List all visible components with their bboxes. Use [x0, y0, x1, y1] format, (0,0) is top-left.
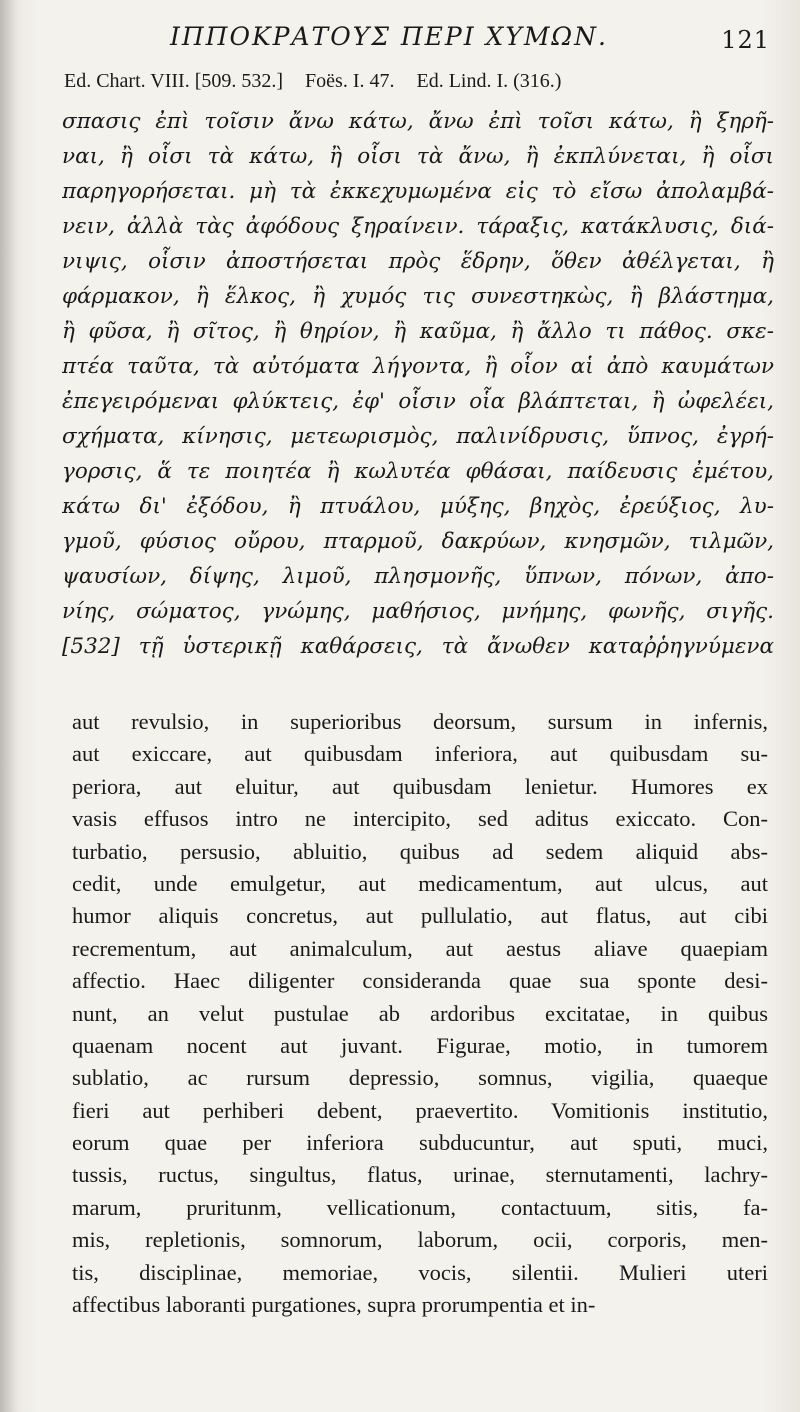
greek-text-line: γμοῦ, φύσιος οὔρου, πταρμοῦ, δακρύων, κνησμῶν, τιλμῶν,	[62, 529, 774, 554]
edition-foes-ref: Foës. I. 47.	[305, 70, 395, 92]
greek-text-line: φάρμακον, ἢ ἕλκος, ἢ χυμός τις συνεστηκὼς, ἢ βλάστημα,	[62, 284, 774, 309]
latin-text-line: mis, repletionis, somnorum, laborum, ocii, corporis, men-	[72, 1227, 768, 1253]
latin-text-line: turbatio, persusio, abluitio, quibus ad sedem aliquid abs-	[72, 838, 768, 864]
greek-text-line: σχήματα, κίνησις, μετεωρισμὸς, παλινίδρυσις, ὕπνος, ἐγρή-	[62, 424, 774, 449]
edition-lind-ref: Ed. Lind. I. (316.)	[416, 70, 562, 92]
greek-text-line: ἐπεγειρόμεναι φλύκτεις, ἐφ' οἷσιν οἷα βλάπτεται, ἢ ὠφελέει,	[62, 389, 774, 414]
latin-text-line: periora, aut eluitur, aut quibusdam lenietur. Humores ex	[72, 773, 768, 799]
greek-text-line: ἢ φῦσα, ἢ σῖτος, ἢ θηρίον, ἢ καῦμα, ἢ ἄλλο τι πάθος. σκε-	[62, 319, 774, 344]
greek-text-line: νίης, σώματος, γνώμης, μαθήσιος, μνήμης, φωνῆς, σιγῆς.	[62, 599, 774, 624]
latin-text-line: aut revulsio, in superioribus deorsum, sursum in infernis,	[72, 709, 768, 734]
latin-text-line: sublatio, ac rursum depressio, somnus, vigilia, quaeque	[72, 1065, 768, 1091]
gutter-shadow	[0, 0, 18, 1412]
greek-text-line: νιψις, οἷσιν ἀποστήσεται πρὸς ἕδρην, ὅθεν ἀθέλγεται, ἢ	[62, 249, 774, 274]
latin-text-line: affectibus laboranti purgationes, supra prorumpentia et in-	[72, 1292, 596, 1318]
latin-text-line: recrementum, aut animalculum, aut aestus aliave quaepiam	[72, 935, 768, 961]
greek-text-line: σπασις ἐπὶ τοῖσιν ἄνω κάτω, ἄνω ἐπὶ τοῖσι κάτω, ἢ ξηρῆ-	[62, 109, 774, 134]
latin-text-line: nunt, an velut pustulae ab ardoribus excitatae, in quibus	[72, 1000, 768, 1026]
greek-text-line: παρηγορήσεται. μὴ τὰ ἐκκεχυμωμένα εἰς τὸ εἴσω ἀπολαμβά-	[62, 179, 774, 204]
running-head	[170, 22, 770, 58]
latin-text-line: eorum quae per inferiora subducuntur, aut sputi, muci,	[72, 1130, 768, 1156]
latin-text-line: quaenam nocent aut juvant. Figurae, motio, in tumorem	[72, 1032, 768, 1058]
edition-references	[64, 70, 764, 93]
greek-text-line: ψαυσίων, δίψης, λιμοῦ, πλησμονῆς, ὕπνων, πόνων, ἀπο-	[62, 564, 774, 589]
latin-translation	[72, 706, 768, 1321]
greek-text	[62, 104, 774, 664]
latin-text-line: tussis, ructus, singultus, flatus, urinae, sternutamenti, lachry-	[72, 1162, 768, 1188]
greek-text-line: [532] τῇ ὑστερικῇ καθάρσεις, τὰ ἄνωθεν καταῤῥηγνύμενα	[62, 634, 774, 659]
latin-text-line: vasis effusos intro ne intercipito, sed aditus exiccato. Con-	[72, 806, 768, 832]
latin-text-line: affectio. Haec diligenter considerandа quae sua sponte desi-	[72, 968, 768, 994]
greek-text-line: πτέα ταῦτα, τὰ αὐτόματα λήγοντα, ἢ οἷον αἱ ἀπὸ καυμάτων	[62, 354, 774, 379]
greek-text-line: κάτω δι' ἐξόδου, ἢ πτυάλου, μύξης, βηχὸς, ἐρεύξιος, λυ-	[62, 494, 774, 519]
greek-text-line: νειν, ἀλλὰ τὰς ἀφόδους ξηραίνειν. τάραξις, κατάκλυσις, διά-	[62, 214, 774, 239]
latin-text-line: fieri aut perhiberi debent, praevertito. Vomitionis institutio,	[72, 1097, 768, 1123]
greek-text-line: ναι, ἢ οἷσι τὰ κάτω, ἢ οἷσι τὰ ἄνω, ἢ ἐκπλύνεται, ἢ οἷσι	[62, 144, 774, 169]
latin-text-line: aut exiccare, aut quibusdam inferiora, aut quibusdam su-	[72, 741, 768, 767]
latin-text-line: cedit, unde emulgetur, aut medicamentum, aut ulcus, aut	[72, 870, 768, 896]
edition-chart-ref: Ed. Chart. VIII. [509. 532.]	[64, 70, 284, 92]
greek-text-line: γορσις, ἅ τε ποιητέα ἢ κωλυτέα φθάσαι, παίδευσις ἐμέτου,	[62, 459, 774, 484]
running-title: ΙΠΠΟΚΡΑΤΟΥΣ ΠΕΡΙ ΧΥΜΩΝ.	[170, 22, 608, 51]
latin-text-line: humor aliquis concretus, aut pullulatio, aut flatus, aut cibi	[72, 903, 768, 929]
latin-text-line: tis, disciplinae, memoriae, vocis, silentii. Mulieri uteri	[72, 1259, 768, 1285]
latin-text-line: marum, pruritunm, vellicationum, contactuum, sitis, fa-	[72, 1194, 768, 1220]
page-number: 121	[721, 26, 770, 54]
